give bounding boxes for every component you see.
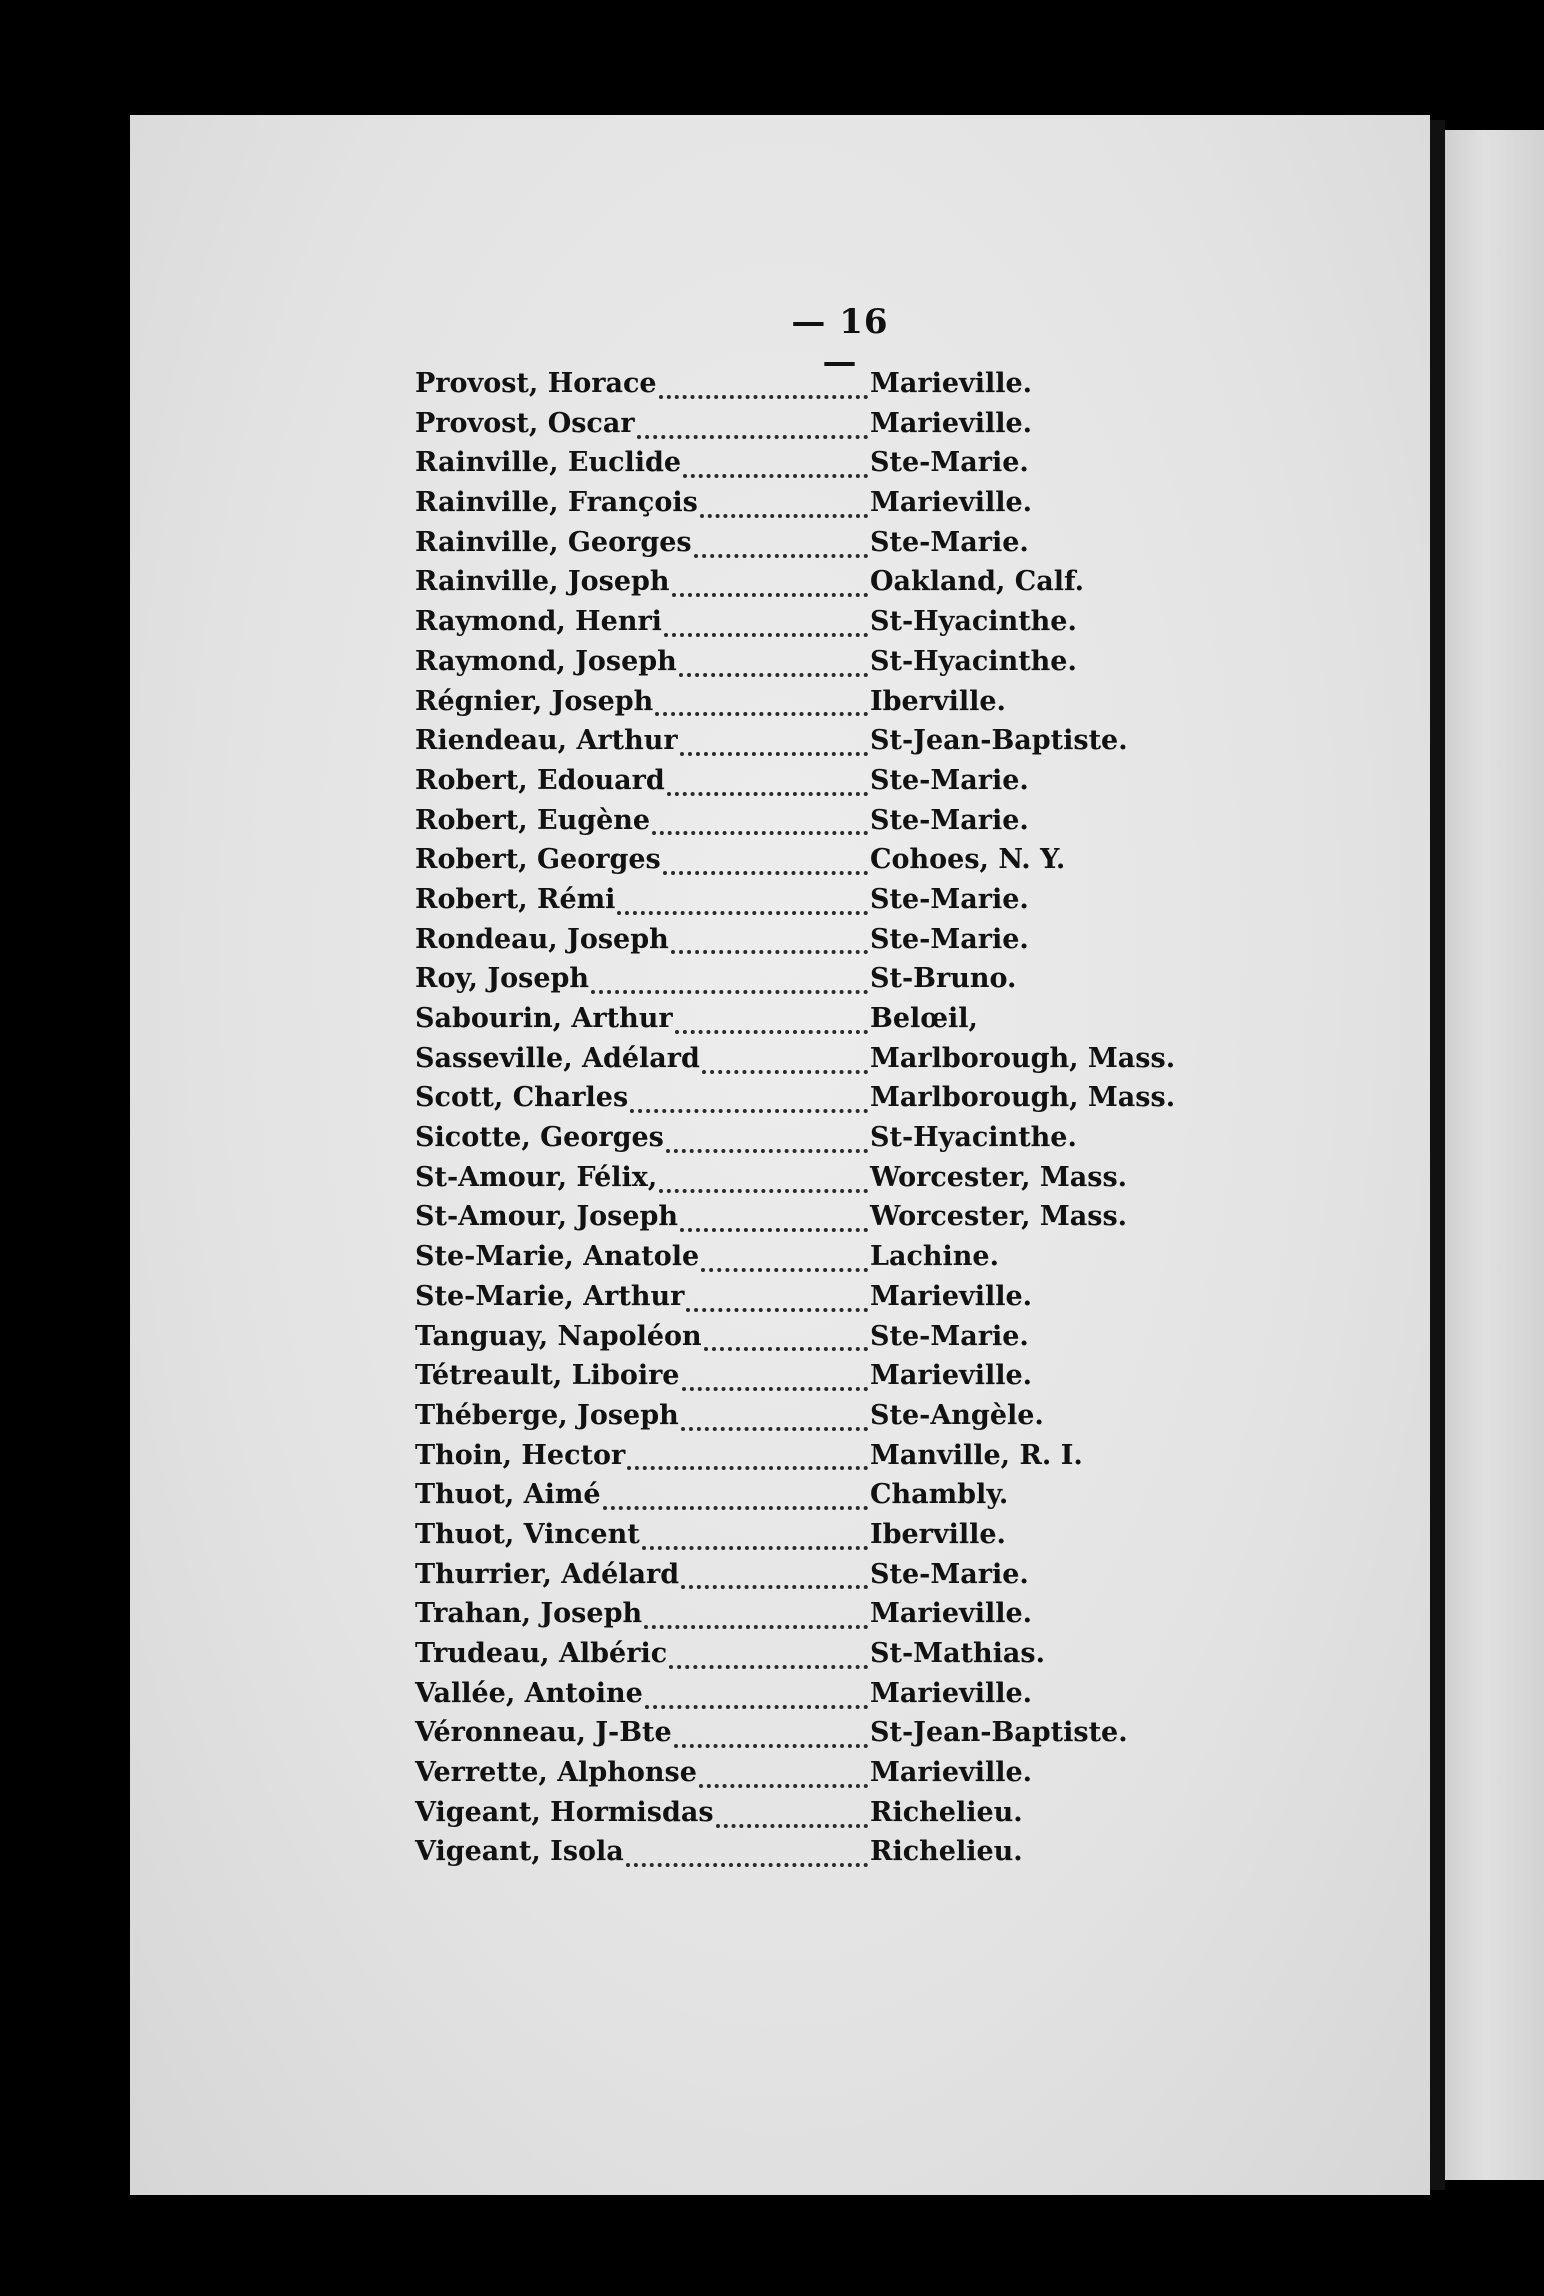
list-item	[415, 1757, 1175, 1797]
list-item	[415, 1281, 1175, 1321]
dot-leader	[700, 514, 868, 518]
list-item	[415, 963, 1175, 1003]
list-item	[415, 686, 1175, 726]
entry-place: St-Mathias.	[870, 1638, 1046, 1669]
list-item	[415, 1678, 1175, 1718]
entry-name: Régnier, Joseph	[415, 685, 654, 717]
dot-leader	[672, 593, 868, 597]
entry-place: Iberville.	[870, 685, 1006, 717]
list-item	[415, 1717, 1175, 1757]
dot-leader	[699, 1784, 868, 1788]
entry-name: Rondeau, Joseph	[415, 923, 669, 955]
entry-name: Tanguay, Napoléon	[415, 1320, 702, 1352]
entry-place: Marlborough, Mass.	[870, 1042, 1176, 1074]
entry-name: Vallée, Antoine	[415, 1677, 643, 1709]
entry-name: Roy, Joseph	[415, 963, 590, 995]
entry-name: Riendeau, Arthur	[415, 725, 678, 757]
dot-leader	[716, 1824, 868, 1828]
entry-place: St-Jean-Baptiste.	[870, 1717, 1128, 1749]
list-item	[415, 1559, 1175, 1599]
entry-name: Robert, Eugène	[415, 804, 651, 836]
dot-leader	[627, 1466, 868, 1470]
entry-place: Iberville.	[870, 1518, 1006, 1550]
facing-page-edge	[1445, 130, 1544, 2180]
entry-place: St-Hyacinthe.	[870, 645, 1077, 677]
entry-place: Ste-Marie.	[870, 1558, 1029, 1590]
entry-place: Ste-Marie.	[870, 804, 1029, 836]
list-item	[415, 1122, 1175, 1162]
entry-name: Vigeant, Isola	[415, 1836, 624, 1868]
list-item	[415, 1162, 1175, 1202]
list-item	[415, 606, 1175, 646]
entry-name: Rainville, Joseph	[415, 566, 670, 598]
dot-leader	[674, 1744, 868, 1748]
entry-name: Sabourin, Arthur	[415, 1003, 673, 1034]
list-item	[415, 447, 1175, 487]
entry-name: Verrette, Alphonse	[415, 1757, 697, 1789]
list-item	[415, 1797, 1175, 1837]
entry-name: Provost, Horace	[415, 368, 657, 399]
entry-place: Oakland, Calf.	[870, 566, 1085, 598]
entry-place: St-Jean-Baptiste.	[870, 725, 1128, 757]
list-item	[415, 884, 1175, 924]
dot-leader	[694, 554, 868, 558]
entry-place: Marieville.	[870, 1598, 1033, 1630]
entry-name: Tétreault, Liboire	[415, 1360, 680, 1392]
name-place-list	[415, 368, 1175, 1876]
dot-leader	[671, 950, 868, 954]
entry-place: Ste-Marie.	[870, 447, 1029, 479]
entry-name: Rainville, Georges	[415, 526, 692, 558]
dot-leader	[704, 1347, 868, 1351]
entry-place: Marlborough, Mass.	[870, 1082, 1176, 1114]
dot-leader	[630, 1109, 868, 1113]
page-number: — 16 —	[791, 302, 889, 382]
dot-leader	[591, 990, 868, 994]
dot-leader	[603, 1506, 868, 1510]
entry-place: Ste-Marie.	[870, 883, 1029, 915]
dot-leader	[652, 831, 868, 835]
list-item	[415, 1241, 1175, 1281]
entry-place: Marieville.	[870, 1280, 1033, 1312]
entry-name: St-Amour, Joseph	[415, 1201, 679, 1233]
entry-place: Richelieu.	[870, 1836, 1023, 1868]
dot-leader	[617, 911, 868, 915]
dot-leader	[666, 1149, 868, 1153]
entry-name: Raymond, Henri	[415, 606, 662, 638]
entry-name: Thurrier, Adélard	[415, 1558, 680, 1590]
dot-leader	[659, 1189, 868, 1193]
list-item	[415, 1360, 1175, 1400]
entry-place: Belœil,	[870, 1003, 978, 1034]
entry-name: Robert, Edouard	[415, 764, 665, 796]
list-item	[415, 1201, 1175, 1241]
entry-place: Worcester, Mass.	[870, 1201, 1128, 1233]
list-item	[415, 1043, 1175, 1083]
list-item	[415, 1638, 1175, 1678]
list-item	[415, 566, 1175, 606]
dot-leader	[701, 1268, 868, 1272]
entry-name: Rainville, Euclide	[415, 447, 682, 479]
dot-leader	[680, 1228, 868, 1232]
list-item	[415, 527, 1175, 567]
list-item	[415, 646, 1175, 686]
list-item	[415, 408, 1175, 448]
dot-leader	[655, 712, 868, 716]
dot-leader	[637, 435, 868, 439]
dot-leader	[679, 673, 868, 677]
dot-leader	[644, 1625, 868, 1629]
list-item	[415, 1598, 1175, 1638]
dot-leader	[686, 1308, 868, 1312]
entry-name: Thoin, Hector	[415, 1439, 626, 1471]
list-item	[415, 1479, 1175, 1519]
entry-name: Robert, Georges	[415, 844, 661, 876]
entry-place: Ste-Marie.	[870, 1320, 1029, 1352]
list-item	[415, 1836, 1175, 1876]
list-item	[415, 1519, 1175, 1559]
entry-name: Thuot, Vincent	[415, 1518, 640, 1550]
entry-name: Trahan, Joseph	[415, 1598, 643, 1630]
entry-name: Thuot, Aimé	[415, 1479, 601, 1511]
dot-leader	[681, 1427, 868, 1431]
dot-leader	[642, 1546, 868, 1550]
entry-place: St-Hyacinthe.	[870, 606, 1077, 638]
entry-place: Marieville.	[870, 1677, 1033, 1709]
entry-place: Chambly.	[870, 1479, 1009, 1511]
list-item	[415, 1400, 1175, 1440]
list-item	[415, 805, 1175, 845]
dot-leader	[659, 395, 868, 399]
entry-name: Rainville, François	[415, 487, 698, 519]
dot-leader	[664, 633, 868, 637]
entry-place: Marieville.	[870, 1757, 1033, 1789]
entry-place: Ste-Angèle.	[870, 1399, 1044, 1431]
dot-leader	[667, 792, 868, 796]
list-item	[415, 487, 1175, 527]
entry-name: Théberge, Joseph	[415, 1399, 679, 1431]
list-item	[415, 1082, 1175, 1122]
dot-leader	[702, 1070, 868, 1074]
entry-name: Sicotte, Georges	[415, 1122, 664, 1154]
entry-name: St-Amour, Félix,	[415, 1161, 658, 1193]
entry-name: Raymond, Joseph	[415, 645, 677, 677]
entry-place: Marieville.	[870, 407, 1033, 439]
list-item	[415, 368, 1175, 408]
entry-place: Manville, R. I.	[870, 1439, 1083, 1471]
entry-name: Vigeant, Hormisdas	[415, 1796, 714, 1828]
dot-leader	[645, 1705, 868, 1709]
entry-name: Trudeau, Albéric	[415, 1638, 668, 1669]
dot-leader	[663, 871, 868, 875]
entry-place: Marieville.	[870, 1360, 1033, 1392]
entry-place: Ste-Marie.	[870, 923, 1029, 955]
entry-place: Lachine.	[870, 1241, 1000, 1273]
dot-leader	[682, 1387, 869, 1391]
list-item	[415, 1003, 1175, 1043]
dot-leader	[669, 1665, 868, 1669]
list-item	[415, 765, 1175, 805]
entry-place: Ste-Marie.	[870, 764, 1029, 796]
entry-place: Ste-Marie.	[870, 526, 1029, 558]
dot-leader	[626, 1863, 868, 1867]
list-item	[415, 1440, 1175, 1480]
entry-name: Robert, Rémi	[415, 883, 616, 915]
dot-leader	[683, 474, 868, 478]
entry-place: Marieville.	[870, 368, 1033, 399]
entry-name: Ste-Marie, Arthur	[415, 1280, 685, 1312]
entry-name: Ste-Marie, Anatole	[415, 1241, 700, 1273]
entry-name: Véronneau, J-Bte	[415, 1717, 672, 1749]
list-item	[415, 924, 1175, 964]
dot-leader	[675, 1030, 868, 1034]
list-item	[415, 844, 1175, 884]
entry-place: Marieville.	[870, 487, 1033, 519]
entry-place: Worcester, Mass.	[870, 1161, 1128, 1193]
entry-place: Richelieu.	[870, 1796, 1023, 1828]
list-item	[415, 1321, 1175, 1361]
list-item	[415, 725, 1175, 765]
dot-leader	[681, 1585, 868, 1589]
book-gutter	[1430, 120, 1445, 2190]
entry-name: Provost, Oscar	[415, 407, 635, 439]
entry-name: Scott, Charles	[415, 1082, 629, 1114]
entry-place: Cohoes, N. Y.	[870, 844, 1066, 876]
entry-name: Sasseville, Adélard	[415, 1042, 700, 1074]
dot-leader	[680, 752, 868, 756]
entry-place: St-Bruno.	[870, 963, 1017, 995]
entry-place: St-Hyacinthe.	[870, 1122, 1077, 1154]
